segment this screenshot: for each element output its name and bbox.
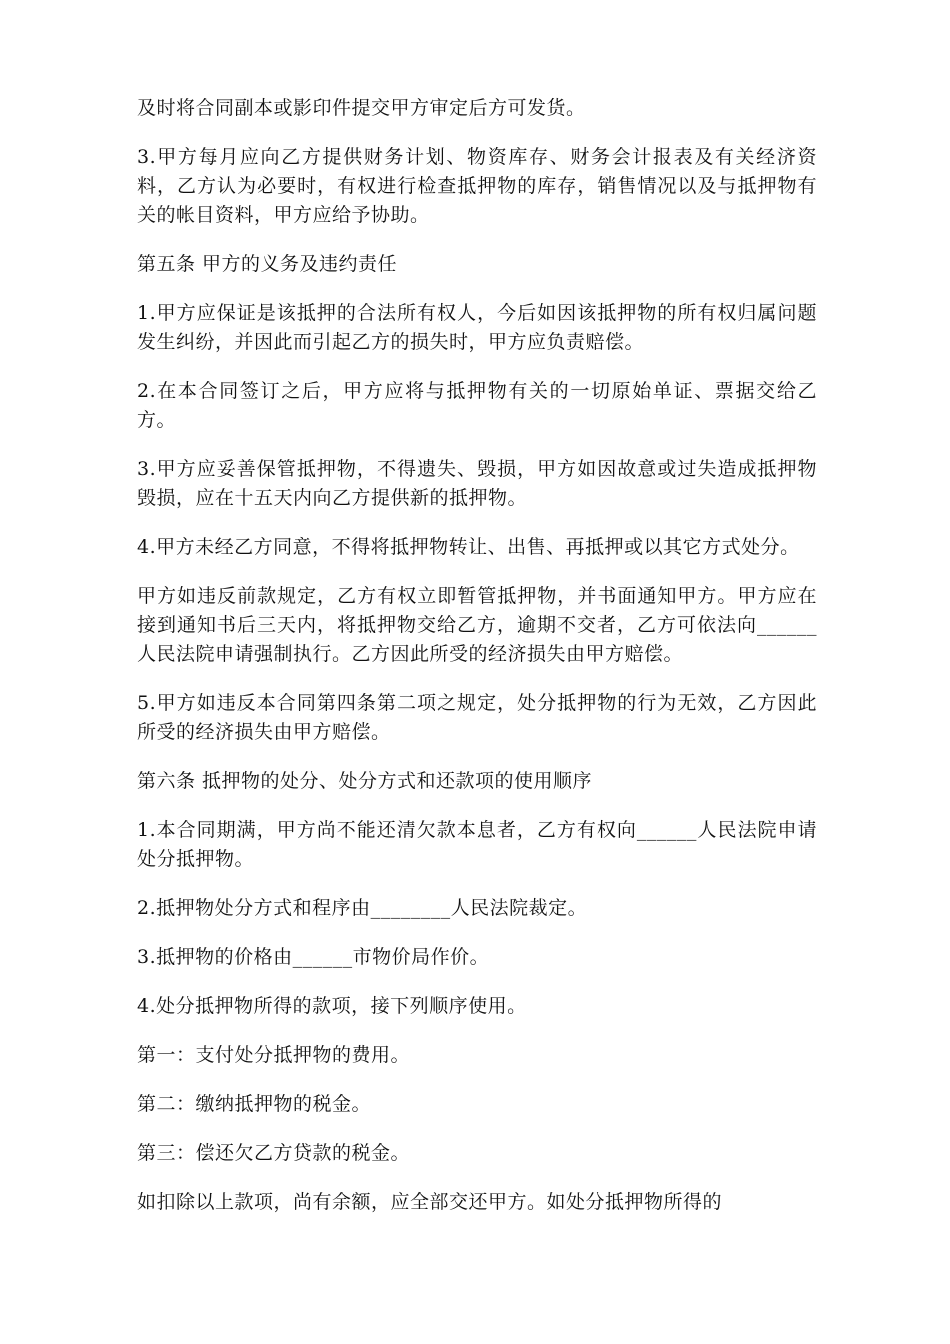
order-item-1: 第一：支付处分抵押物的费用。 [137,1044,411,1066]
paragraph-6-1: 1.本合同期满，甲方尚不能还清欠款本息者，乙方有权向______人民法院申请处分抵押物。 [137,819,817,870]
article-6-heading: 第六条 抵押物的处分、处分方式和还款项的使用顺序 [137,770,593,792]
article-5-heading: 第五条 甲方的义务及违约责任 [137,253,398,275]
paragraph-5-4: 4.甲方未经乙方同意，不得将抵押物转让、出售、再抵押或以其它方式处分。 [137,536,800,558]
order-item-3: 第三：偿还欠乙方贷款的税金。 [137,1142,411,1164]
paragraph-5-1: 1.甲方应保证是该抵押的合法所有权人，今后如因该抵押物的所有权归属问题发生纠纷，并因此而引起乙方的损失时，甲方应负责赔偿。 [137,302,817,353]
paragraph-6-3: 3.抵押物的价格由______市物价局作价。 [137,946,490,968]
document-body [137,94,817,1237]
paragraph-6-2: 2.抵押物处分方式和程序由________人民法院裁定。 [137,897,588,919]
paragraph-4-3: 3.甲方每月应向乙方提供财务计划、物资库存、财务会计报表及有关经济资料，乙方认为必要时，有权进行检查抵押物的库存，销售情况以及与抵押物有关的帐目资料，甲方应给予协助。 [137,146,817,226]
paragraph-5-5: 5.甲方如违反本合同第四条第二项之规定，处分抵押物的行为无效，乙方因此所受的经济损失由甲方赔偿。 [137,692,817,743]
order-item-2: 第二：缴纳抵押物的税金。 [137,1093,372,1115]
paragraph-remainder: 如扣除以上款项，尚有余额，应全部交还甲方。如处分抵押物所得的 [137,1191,723,1213]
paragraph-5-3: 3.甲方应妥善保管抵押物，不得遗失、毁损，甲方如因故意或过失造成抵押物毁损，应在十五天内向乙方提供新的抵押物。 [137,458,817,509]
paragraph-5-2: 2.在本合同签订之后，甲方应将与抵押物有关的一切原始单证、票据交给乙方。 [137,380,817,431]
paragraph-continuation: 及时将合同副本或影印件提交甲方审定后方可发货。 [137,97,586,119]
paragraph-5-4-supplement: 甲方如违反前款规定，乙方有权立即暂管抵押物，并书面通知甲方。甲方应在接到通知书后三天内，将抵押物交给乙方，逾期不交者，乙方可依法向______人民法院申请强制执行。乙方因此所受的经济损失由甲方赔偿。 [137,585,817,665]
paragraph-6-4: 4.处分抵押物所得的款项，接下列顺序使用。 [137,995,527,1017]
